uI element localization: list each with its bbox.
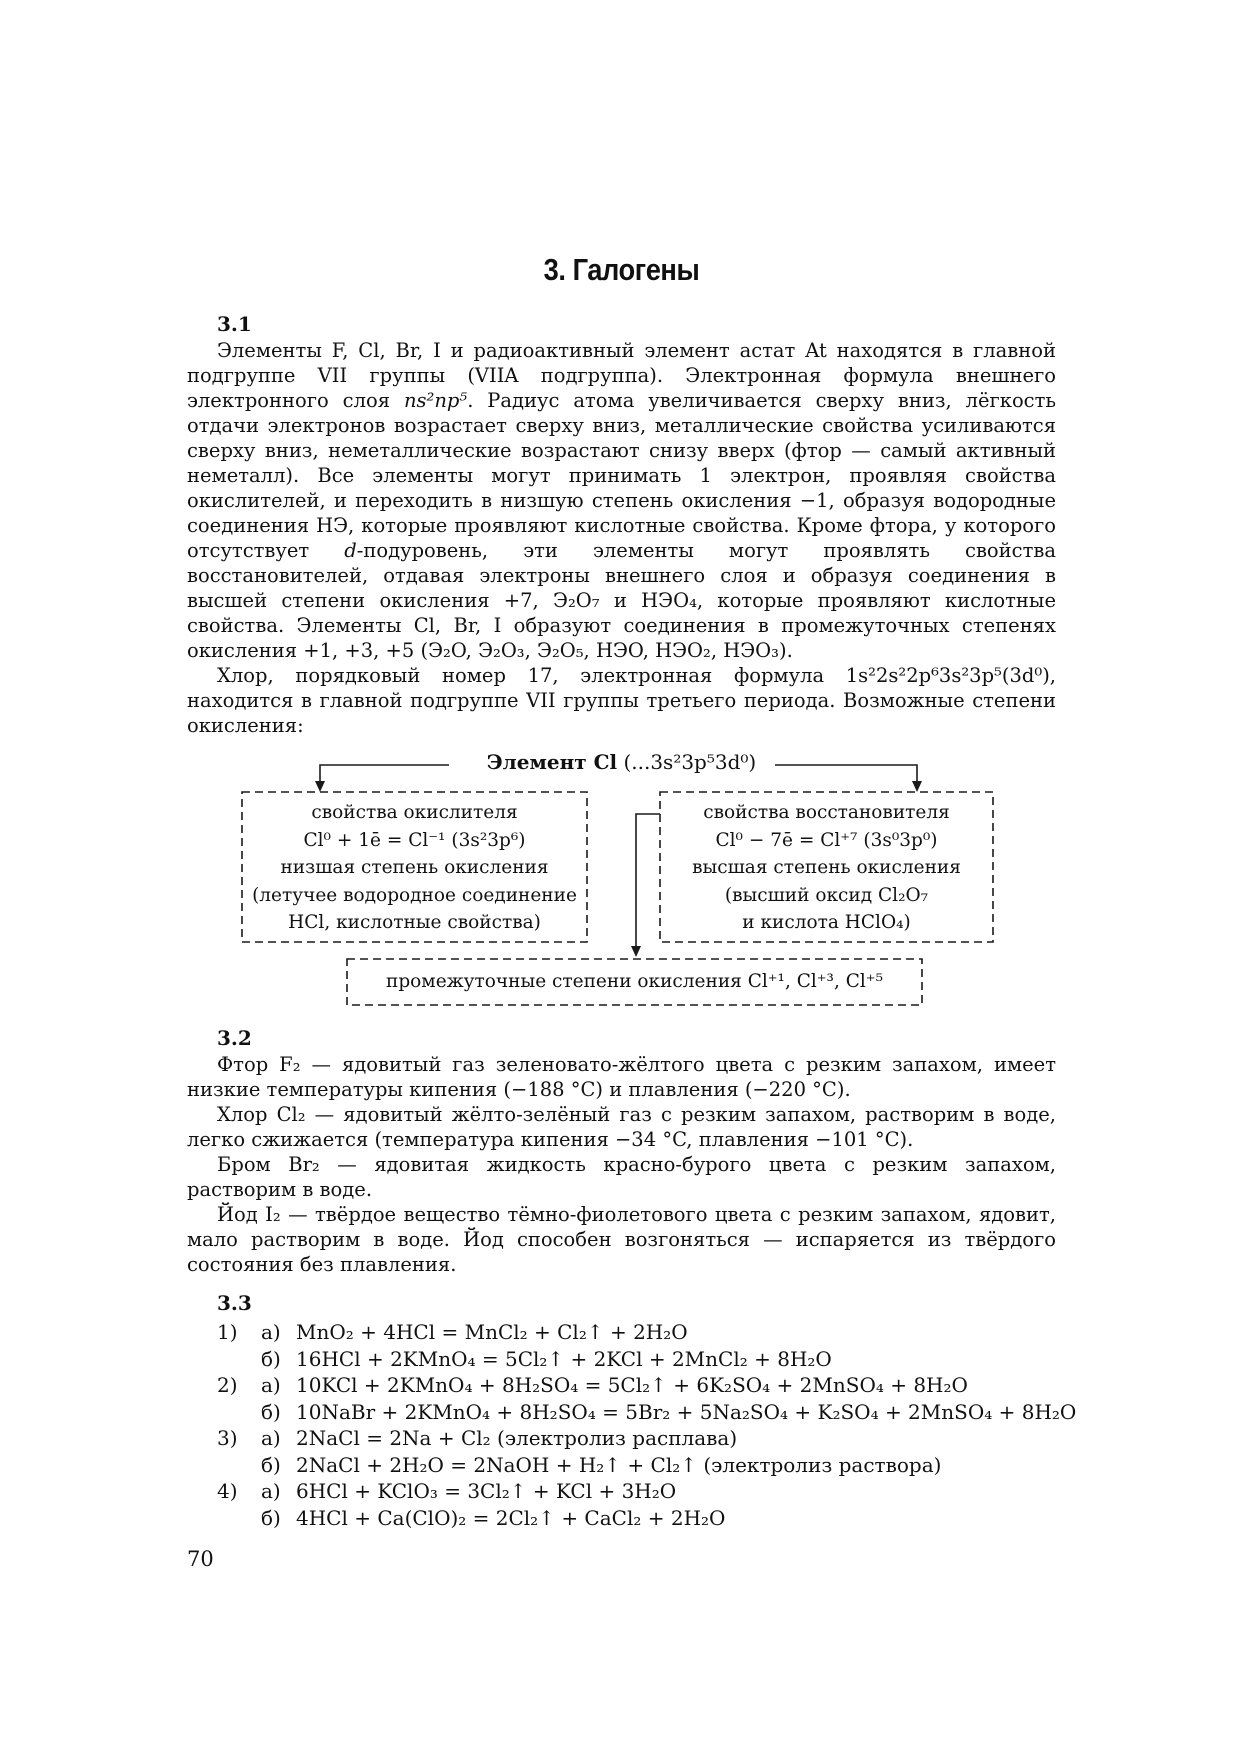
box-line: HCl, кислотные свойства) [288, 912, 541, 933]
equation-letter: а) [261, 1320, 281, 1344]
box-line: и кислота HClO₄) [742, 912, 911, 933]
box-line: (летучее водородное соединение [252, 884, 577, 906]
paragraph-chlorine: Хлор Cl₂ — ядовитый жёлто-зелёный газ с резким запахом, растворим в воде, легко сжижается (температура кипения −34 °C, плавления −101 °C). [187, 1103, 1056, 1151]
oxidizer-properties-box [242, 792, 587, 937]
text-run: . Радиус атома увеличивается сверху вниз, лёгкость отдачи электронов возрастает сверху вниз, металлические свойства усиливаются сверху вниз, неметаллические возрастают снизу вверх (фтор — самый активный неметалл). Все элементы могут принимать 1 электрон, проявляя свойства окислителей, и переходить в низшую степень окисления −1, образуя водородные соединения HЭ, которые проявляют кислотные свойства. Кроме фтора, у которого отсутствует [187, 389, 1057, 562]
box-line: Cl⁰ − 7ē = Cl⁺⁷ (3s⁰3p⁰) [715, 829, 938, 851]
element-label-bold: Элемент Cl [486, 750, 618, 774]
arrowhead-right [912, 781, 922, 792]
oxidation-states-diagram [187, 750, 1056, 1006]
equation-text: 6HCl + KClO₃ = 3Cl₂↑ + KCl + 3H₂O [296, 1479, 677, 1503]
arrowhead-left [315, 781, 325, 792]
box-line: (высший оксид Cl₂O₇ [724, 884, 929, 906]
box-line: свойства восстановителя [703, 802, 950, 823]
equation-row [187, 1478, 1056, 1505]
box-line: высшая степень окисления [692, 857, 961, 878]
equation-text: 2NaCl + 2H₂O = 2NaOH + H₂↑ + Cl₂↑ (электролиз раствора) [296, 1452, 942, 1477]
intermediate-states-box: промежуточные степени окисления Cl⁺¹, Cl⁺³, Cl⁺⁵ [386, 971, 883, 992]
text-run: -подуровень, эти элементы могут проявлять свойства восстановителей, отдавая электроны внешнего слоя и образуя соединения в высшей степени окисления +7, Э₂O₇ и HЭO₄, которые проявляют кислотные свойства. Элементы Cl, Br, I образуют соединения в промежуточных степенях окисления +1, +3, +5 (Э₂O, Э₂O₃, Э₂O₅, HЭO, HЭO₂, HЭO₃). [187, 539, 1056, 662]
paragraph-fluorine: Фтор F₂ — ядовитый газ зеленовато-жёлтого цвета с резким запахом, имеет низкие температуры кипения (−188 °C) и плавления (−220 °C). [187, 1053, 1056, 1101]
equation-row [187, 1452, 1056, 1479]
equation-letter: а) [261, 1373, 281, 1397]
equation-letter: б) [261, 1399, 281, 1424]
equation-number: 3) [217, 1426, 238, 1450]
equation-letter: а) [261, 1479, 281, 1503]
arrow-to-intermediate [636, 814, 660, 948]
text-run-italic: d [344, 539, 357, 562]
paragraph-iodine: Йод I₂ — твёрдое вещество тёмно-фиолетового цвета с резким запахом, ядовит, мало растворим в воде. Йод способен возгоняться — испаряется из твёрдого состояния без плавления. [187, 1203, 1056, 1276]
equation-text: 10NaBr + 2KMnO₄ + 8H₂SO₄ = 5Br₂ + 5Na₂SO₄ + K₂SO₄ + 2MnSO₄ + 8H₂O [296, 1399, 1077, 1424]
text-run: Элементы F, Cl, Br, I и радиоактивный элемент астат At находятся в главной подгруппе VII группы (VIIA подгруппа). Электронная формула внешнего электронного слоя [187, 339, 1056, 412]
box-line: Cl⁰ + 1ē = Cl⁻¹ (3s²3p⁶) [303, 829, 526, 851]
equation-text: 2NaCl = 2Na + Cl₂ (электролиз расплава) [296, 1426, 738, 1450]
element-label-config: (...3s²3p⁵3d⁰) [617, 750, 757, 774]
arrowhead-middle [631, 946, 641, 957]
equation-letter: а) [261, 1426, 281, 1450]
paragraph-3-1-b: Хлор, порядковый номер 17, электронная формула 1s²2s²2p⁶3s²3p⁵(3d⁰), находится в главной подгруппе VII группы третьего периода. Возможные степени окисления: [187, 664, 1056, 737]
text-run-italic: ns²np⁵ [403, 389, 468, 412]
diagram-element-label [187, 750, 1056, 774]
equation-text: 16HCl + 2KMnO₄ = 5Cl₂↑ + 2KCl + 2MnCl₂ + 8H₂O [296, 1346, 832, 1371]
equation-letter: б) [261, 1505, 281, 1530]
equation-row [187, 1319, 1056, 1346]
equation-row [187, 1505, 1056, 1532]
equation-row [187, 1399, 1077, 1426]
paragraph-3-1-a [187, 338, 1056, 663]
equation-row [187, 1346, 1056, 1373]
box-line: низшая степень окисления [280, 857, 549, 878]
page-content [187, 252, 1077, 1571]
section-heading-3-1: 3.1 [217, 312, 252, 336]
equation-letter: б) [261, 1452, 281, 1477]
equation-number: 2) [217, 1373, 238, 1397]
equation-text: 4HCl + Ca(ClO)₂ = 2Cl₂↑ + CaCl₂ + 2H₂O [296, 1505, 726, 1530]
equation-row [187, 1425, 1056, 1452]
equation-number: 1) [217, 1320, 238, 1344]
section-heading-3-2: 3.2 [217, 1026, 252, 1050]
reducer-properties-box [660, 792, 993, 937]
equation-row [187, 1372, 1056, 1399]
box-line: свойства окислителя [311, 802, 518, 823]
equation-text: 10KCl + 2KMnO₄ + 8H₂SO₄ = 5Cl₂↑ + 6K₂SO₄ + 2MnSO₄ + 8H₂O [296, 1373, 968, 1397]
chapter-title: 3. Галогены [543, 252, 700, 287]
page-number: 70 [187, 1547, 214, 1571]
equation-number: 4) [217, 1479, 238, 1503]
equation-text: MnO₂ + 4HCl = MnCl₂ + Cl₂↑ + 2H₂O [296, 1320, 688, 1344]
section-heading-3-3: 3.3 [217, 1291, 252, 1315]
equation-letter: б) [261, 1346, 281, 1371]
paragraph-bromine: Бром Br₂ — ядовитая жидкость красно-бурого цвета с резким запахом, растворим в воде. [187, 1153, 1056, 1201]
